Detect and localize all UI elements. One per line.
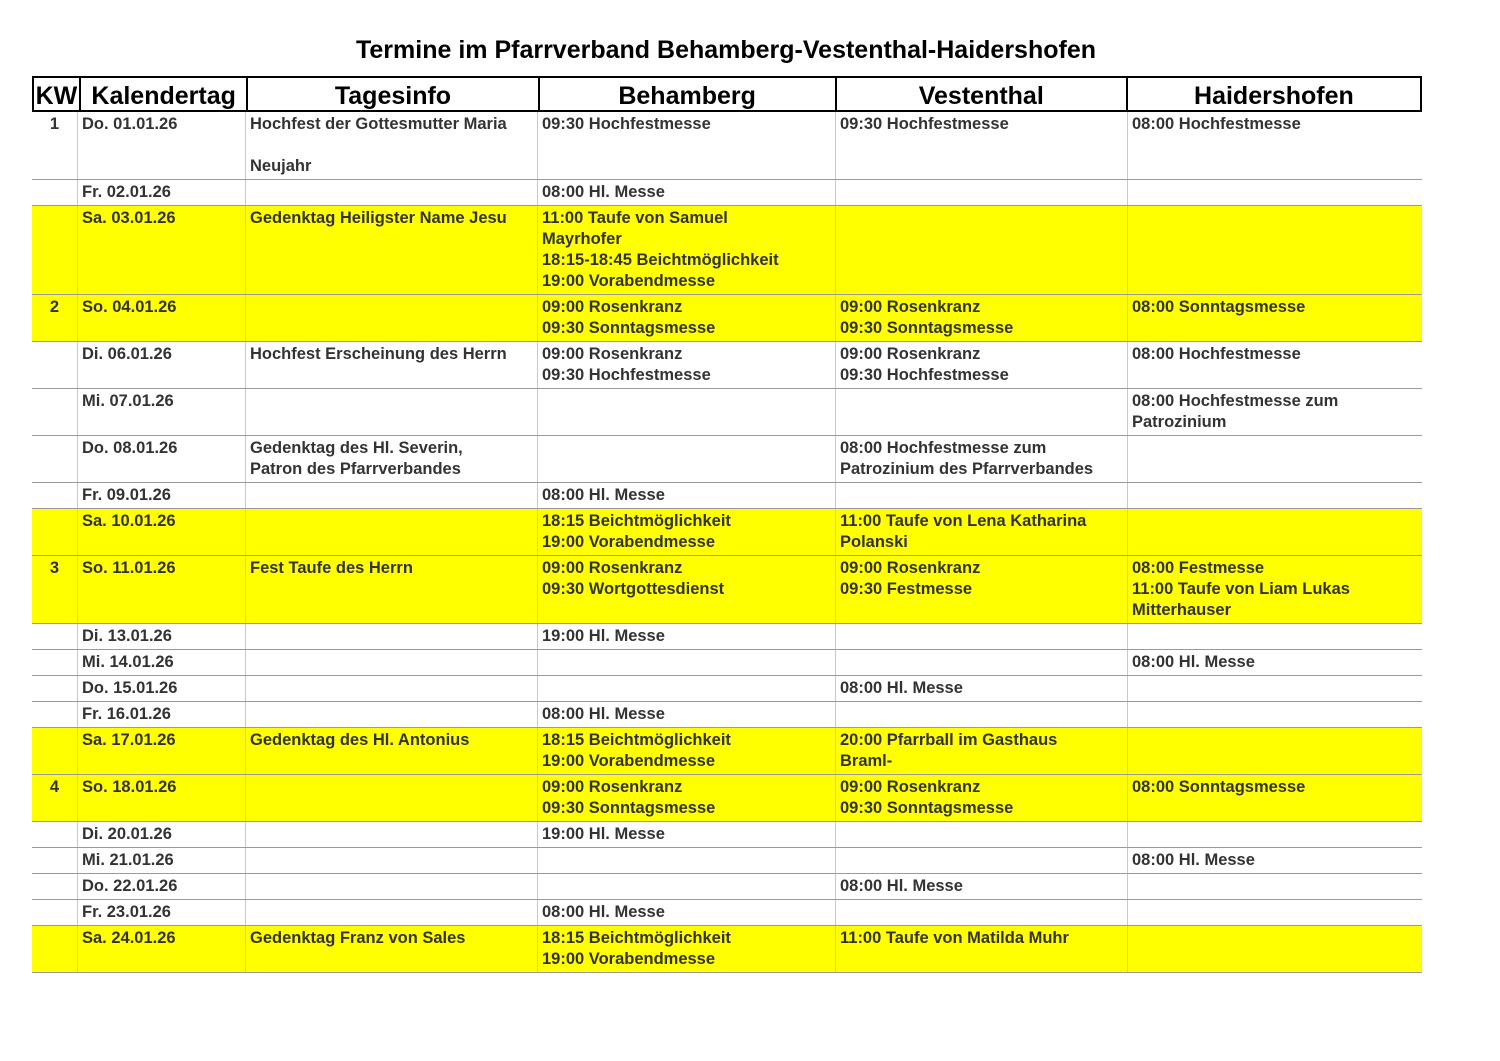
cell-haidershofen (1127, 874, 1422, 899)
cell-haidershofen: 08:00 Hochfestmesse (1127, 342, 1422, 388)
cell-kalendertag: Sa. 17.01.26 (77, 728, 245, 774)
cell-haidershofen (1127, 436, 1422, 482)
cell-kw (32, 900, 77, 925)
cell-tagesinfo (245, 180, 537, 205)
cell-haidershofen (1127, 180, 1422, 205)
cell-kalendertag: Mi. 07.01.26 (77, 389, 245, 435)
cell-kw (32, 702, 77, 727)
table-row (32, 650, 1422, 676)
cell-kalendertag: Mi. 14.01.26 (77, 650, 245, 675)
cell-kalendertag: Sa. 24.01.26 (77, 926, 245, 972)
cell-kw (32, 848, 77, 873)
cell-haidershofen: 08:00 Sonntagsmesse (1127, 295, 1422, 341)
cell-vestenthal (835, 624, 1127, 649)
cell-vestenthal: 09:00 Rosenkranz 09:30 Sonntagsmesse (835, 295, 1127, 341)
cell-kalendertag: Fr. 16.01.26 (77, 702, 245, 727)
cell-behamberg: 18:15 Beichtmöglichkeit 19:00 Vorabendmesse (537, 509, 835, 555)
cell-haidershofen: 08:00 Hochfestmesse zum Patrozinium (1127, 389, 1422, 435)
cell-kalendertag: Fr. 23.01.26 (77, 900, 245, 925)
cell-vestenthal: 11:00 Taufe von Lena Katharina Polanski (835, 509, 1127, 555)
cell-haidershofen: 08:00 Sonntagsmesse (1127, 775, 1422, 821)
cell-kalendertag: Sa. 10.01.26 (77, 509, 245, 555)
cell-kw (32, 436, 77, 482)
table-row (32, 389, 1422, 436)
cell-behamberg (537, 436, 835, 482)
cell-haidershofen (1127, 822, 1422, 847)
table-row (32, 874, 1422, 900)
cell-vestenthal: 20:00 Pfarrball im Gasthaus Braml- (835, 728, 1127, 774)
cell-behamberg: 08:00 Hl. Messe (537, 483, 835, 508)
cell-vestenthal: 09:00 Rosenkranz 09:30 Hochfestmesse (835, 342, 1127, 388)
cell-kw (32, 206, 77, 294)
table-row (32, 848, 1422, 874)
table-body (32, 112, 1422, 973)
table-row (32, 112, 1422, 180)
cell-kw (32, 676, 77, 701)
cell-haidershofen: 08:00 Festmesse 11:00 Taufe von Liam Lukas Mitterhauser (1127, 556, 1422, 623)
cell-tagesinfo (245, 650, 537, 675)
cell-tagesinfo: Hochfest der Gottesmutter Maria Neujahr (245, 112, 537, 179)
cell-behamberg: 18:15 Beichtmöglichkeit 19:00 Vorabendmesse (537, 728, 835, 774)
cell-kalendertag: Sa. 03.01.26 (77, 206, 245, 294)
cell-behamberg: 08:00 Hl. Messe (537, 702, 835, 727)
cell-vestenthal: 09:00 Rosenkranz 09:30 Sonntagsmesse (835, 775, 1127, 821)
cell-vestenthal: 09:30 Hochfestmesse (835, 112, 1127, 179)
cell-kw (32, 728, 77, 774)
table-row (32, 483, 1422, 509)
table-row (32, 822, 1422, 848)
table-row (32, 624, 1422, 650)
cell-haidershofen (1127, 624, 1422, 649)
cell-kalendertag: Do. 15.01.26 (77, 676, 245, 701)
cell-behamberg: 09:00 Rosenkranz 09:30 Wortgottesdienst (537, 556, 835, 623)
cell-vestenthal: 11:00 Taufe von Matilda Muhr (835, 926, 1127, 972)
cell-haidershofen (1127, 728, 1422, 774)
cell-tagesinfo (245, 874, 537, 899)
cell-kw (32, 624, 77, 649)
cell-kalendertag: Mi. 21.01.26 (77, 848, 245, 873)
cell-tagesinfo: Gedenktag des Hl. Antonius (245, 728, 537, 774)
cell-behamberg: 11:00 Taufe von Samuel Mayrhofer 18:15-18:45 Beichtmöglichkeit 19:00 Vorabendmesse (537, 206, 835, 294)
cell-kalendertag: Di. 06.01.26 (77, 342, 245, 388)
cell-tagesinfo: Gedenktag Heiligster Name Jesu (245, 206, 537, 294)
cell-tagesinfo (245, 624, 537, 649)
cell-behamberg: 18:15 Beichtmöglichkeit 19:00 Vorabendmesse (537, 926, 835, 972)
cell-behamberg (537, 874, 835, 899)
cell-haidershofen: 08:00 Hl. Messe (1127, 650, 1422, 675)
cell-tagesinfo: Hochfest Erscheinung des Herrn (245, 342, 537, 388)
cell-haidershofen (1127, 509, 1422, 555)
cell-vestenthal (835, 702, 1127, 727)
cell-haidershofen (1127, 676, 1422, 701)
cell-kw: 3 (49, 559, 60, 577)
cell-behamberg (537, 650, 835, 675)
cell-vestenthal: 08:00 Hl. Messe (835, 676, 1127, 701)
cell-kw: 1 (49, 115, 60, 133)
cell-behamberg (537, 389, 835, 435)
cell-behamberg: 09:00 Rosenkranz 09:30 Hochfestmesse (537, 342, 835, 388)
table-row (32, 436, 1422, 483)
cell-behamberg (537, 676, 835, 701)
table-row (32, 509, 1422, 556)
cell-kw (32, 874, 77, 899)
cell-kw: 4 (49, 778, 60, 796)
cell-tagesinfo (245, 389, 537, 435)
cell-kw (32, 483, 77, 508)
header-kw: KW (35, 82, 78, 110)
cell-tagesinfo: Gedenktag Franz von Sales (245, 926, 537, 972)
cell-behamberg: 08:00 Hl. Messe (537, 900, 835, 925)
cell-behamberg (537, 848, 835, 873)
table-row (32, 728, 1422, 775)
cell-kalendertag: Fr. 09.01.26 (77, 483, 245, 508)
cell-vestenthal (835, 206, 1127, 294)
cell-kw: 2 (49, 298, 60, 316)
cell-behamberg: 09:00 Rosenkranz 09:30 Sonntagsmesse (537, 295, 835, 341)
cell-kalendertag: So. 18.01.26 (77, 775, 245, 821)
cell-kalendertag: Do. 22.01.26 (77, 874, 245, 899)
cell-kw (32, 180, 77, 205)
cell-tagesinfo (245, 483, 537, 508)
cell-kalendertag: Di. 20.01.26 (77, 822, 245, 847)
schedule-table (32, 76, 1422, 973)
cell-kw (32, 926, 77, 972)
cell-vestenthal (835, 389, 1127, 435)
cell-vestenthal (835, 822, 1127, 847)
cell-kalendertag: So. 04.01.26 (77, 295, 245, 341)
cell-kw (32, 509, 77, 555)
cell-vestenthal (835, 483, 1127, 508)
cell-kalendertag: Do. 01.01.26 (77, 112, 245, 179)
cell-kw (32, 822, 77, 847)
cell-kalendertag: Do. 08.01.26 (77, 436, 245, 482)
cell-tagesinfo: Fest Taufe des Herrn (245, 556, 537, 623)
header-vestenthal: Vestenthal (835, 78, 1126, 110)
table-row (32, 676, 1422, 702)
cell-haidershofen (1127, 206, 1422, 294)
cell-behamberg: 08:00 Hl. Messe (537, 180, 835, 205)
cell-behamberg: 09:30 Hochfestmesse (537, 112, 835, 179)
table-row (32, 702, 1422, 728)
table-row (32, 556, 1422, 624)
table-row (32, 295, 1422, 342)
cell-haidershofen: 08:00 Hl. Messe (1127, 848, 1422, 873)
cell-kalendertag: Fr. 02.01.26 (77, 180, 245, 205)
cell-haidershofen (1127, 483, 1422, 508)
cell-vestenthal: 09:00 Rosenkranz 09:30 Festmesse (835, 556, 1127, 623)
cell-vestenthal (835, 180, 1127, 205)
header-tagesinfo: Tagesinfo (246, 78, 537, 110)
table-row (32, 926, 1422, 973)
cell-haidershofen (1127, 702, 1422, 727)
cell-vestenthal (835, 650, 1127, 675)
cell-kw (32, 650, 77, 675)
cell-vestenthal (835, 848, 1127, 873)
cell-vestenthal (835, 900, 1127, 925)
cell-tagesinfo: Gedenktag des Hl. Severin, Patron des Pfarrverbandes (245, 436, 537, 482)
cell-kalendertag: So. 11.01.26 (77, 556, 245, 623)
cell-vestenthal: 08:00 Hl. Messe (835, 874, 1127, 899)
cell-tagesinfo (245, 822, 537, 847)
cell-kalendertag: Di. 13.01.26 (77, 624, 245, 649)
cell-kw (32, 389, 77, 435)
cell-tagesinfo (245, 295, 537, 341)
cell-vestenthal: 08:00 Hochfestmesse zum Patrozinium des Pfarrverbandes (835, 436, 1127, 482)
cell-behamberg: 19:00 Hl. Messe (537, 822, 835, 847)
cell-tagesinfo (245, 900, 537, 925)
cell-tagesinfo (245, 509, 537, 555)
cell-tagesinfo (245, 702, 537, 727)
table-row (32, 180, 1422, 206)
page-title: Termine im Pfarrverband Behamberg-Vestenthal-Haidershofen (355, 36, 1096, 64)
header-kalendertag: Kalendertag (79, 78, 247, 110)
cell-kw (32, 342, 77, 388)
cell-haidershofen (1127, 926, 1422, 972)
cell-tagesinfo (245, 676, 537, 701)
cell-tagesinfo (245, 848, 537, 873)
table-row (32, 775, 1422, 822)
cell-behamberg: 19:00 Hl. Messe (537, 624, 835, 649)
table-header (32, 76, 1422, 112)
cell-haidershofen: 08:00 Hochfestmesse (1127, 112, 1422, 179)
cell-tagesinfo (245, 775, 537, 821)
cell-behamberg: 09:00 Rosenkranz 09:30 Sonntagsmesse (537, 775, 835, 821)
table-row (32, 900, 1422, 926)
header-behamberg: Behamberg (538, 78, 835, 110)
table-row (32, 206, 1422, 295)
header-haidershofen: Haidershofen (1126, 78, 1420, 110)
table-row (32, 342, 1422, 389)
cell-haidershofen (1127, 900, 1422, 925)
